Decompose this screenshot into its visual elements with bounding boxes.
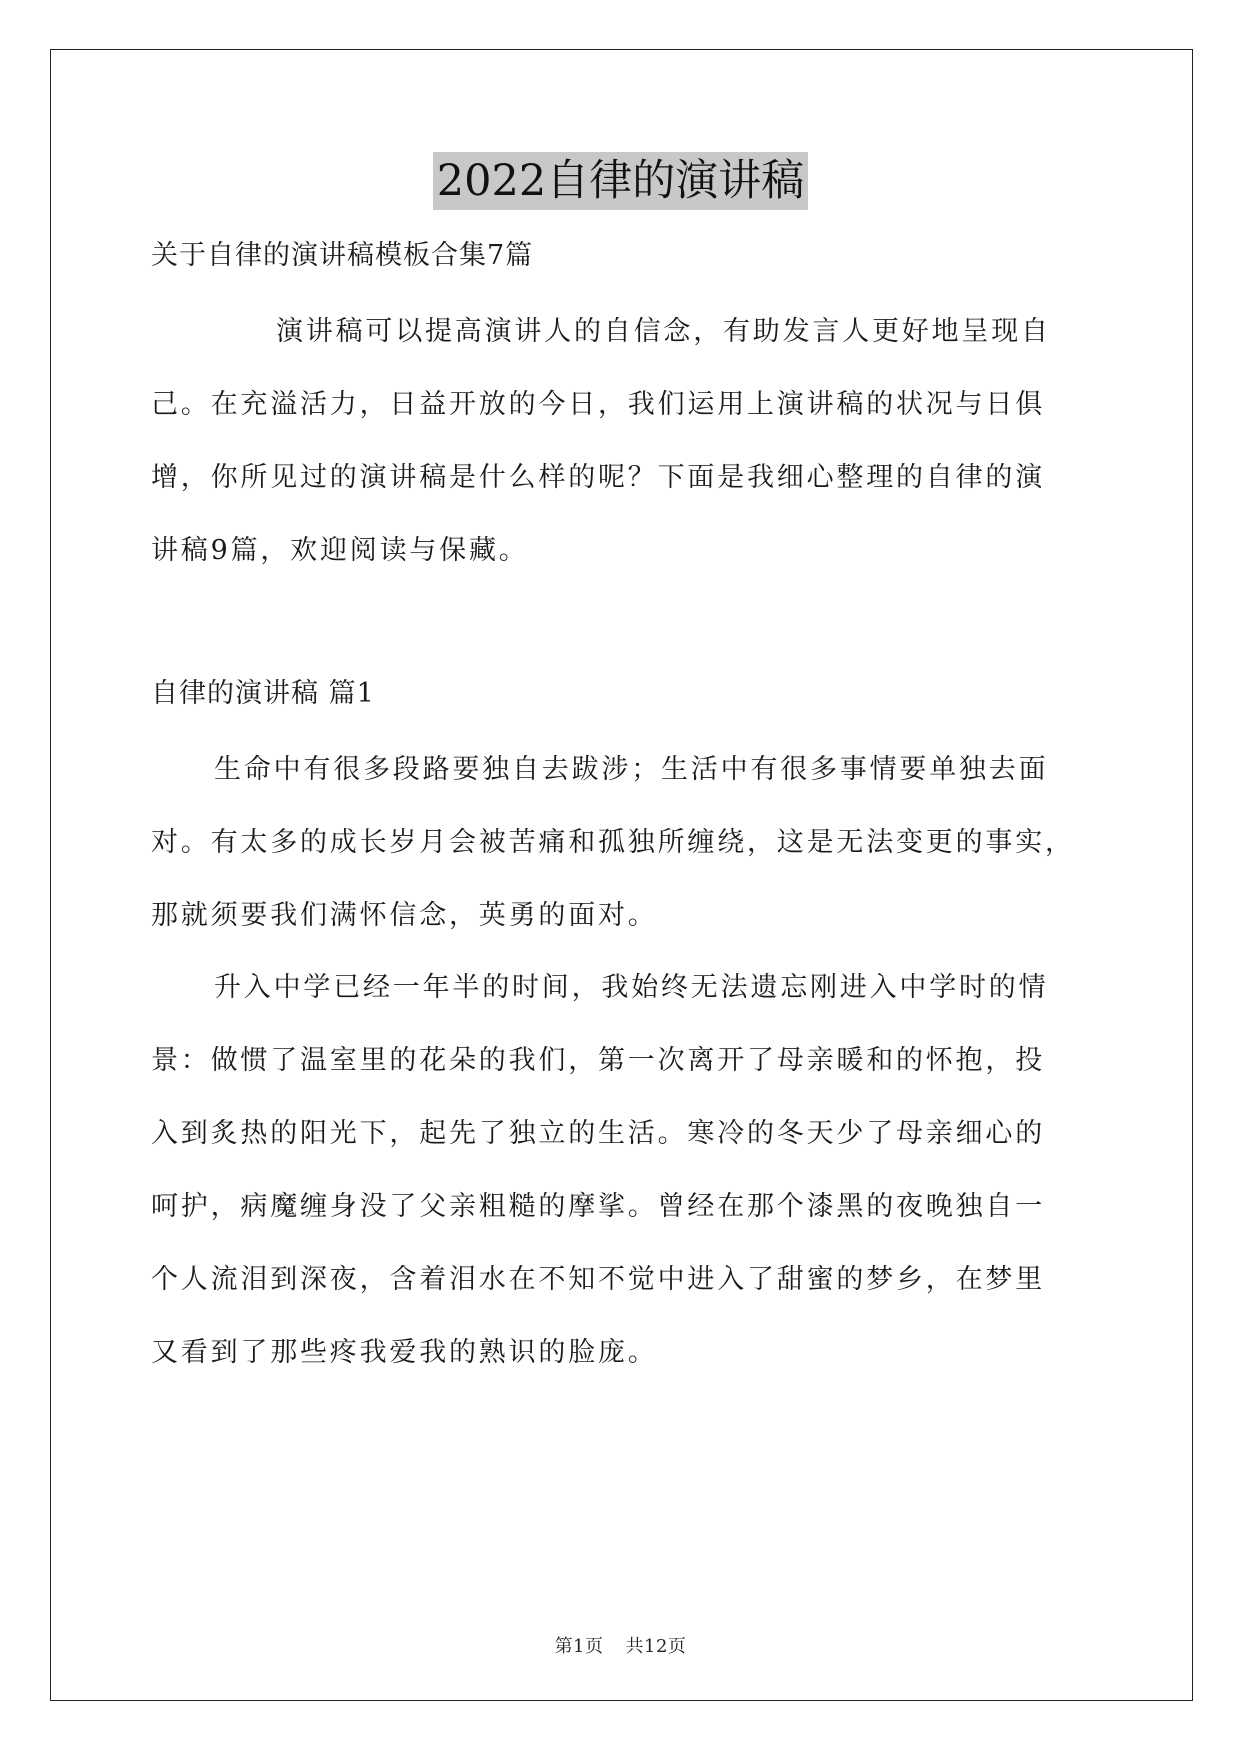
paragraph-line: 景：做惯了温室里的花朵的我们，第一次离开了母亲暖和的怀抱，投 bbox=[151, 1045, 1045, 1076]
page-total: 共12页 bbox=[625, 1636, 687, 1657]
paragraph-line: 对。有太多的成长岁月会被苦痛和孤独所缠绕，这是无法变更的事实， bbox=[151, 827, 1075, 858]
paragraph-line: 生命中有很多段路要独自去跋涉；生活中有很多事情要单独去面 bbox=[214, 754, 1049, 785]
intro-line: 演讲稿可以提高演讲人的自信念，有助发言人更好地呈现自 bbox=[276, 316, 1051, 347]
paragraph-line: 那就须要我们满怀信念，英勇的面对。 bbox=[151, 900, 658, 931]
paragraph-line: 入到炙热的阳光下，起先了独立的生活。寒冷的冬天少了母亲细心的 bbox=[151, 1118, 1045, 1149]
paragraph-line: 个人流泪到深夜，含着泪水在不知不觉中进入了甜蜜的梦乡，在梦里 bbox=[151, 1264, 1045, 1295]
title-container bbox=[0, 152, 1241, 210]
paragraph-line: 呵护，病魔缠身没了父亲粗糙的摩挲。曾经在那个漆黑的夜晚独自一 bbox=[151, 1191, 1045, 1222]
page-footer bbox=[0, 1632, 1241, 1658]
intro-line: 己。在充溢活力，日益开放的今日，我们运用上演讲稿的状况与日俱 bbox=[151, 389, 1045, 420]
intro-line: 讲稿9篇，欢迎阅读与保藏。 bbox=[151, 535, 529, 566]
paragraph-line: 升入中学已经一年半的时间，我始终无法遗忘刚进入中学时的情 bbox=[214, 972, 1049, 1003]
paragraph-line: 又看到了那些疼我爱我的熟识的脸庞。 bbox=[151, 1337, 658, 1368]
document-subtitle: 关于自律的演讲稿模板合集7篇 bbox=[151, 240, 534, 271]
section-heading: 自律的演讲稿 篇1 bbox=[151, 678, 375, 709]
intro-line: 增，你所见过的演讲稿是什么样的呢？下面是我细心整理的自律的演 bbox=[151, 462, 1045, 493]
document-title: 2022自律的演讲稿 bbox=[433, 152, 808, 210]
page-border bbox=[50, 49, 1193, 1701]
page-number: 第1页 bbox=[554, 1636, 604, 1657]
